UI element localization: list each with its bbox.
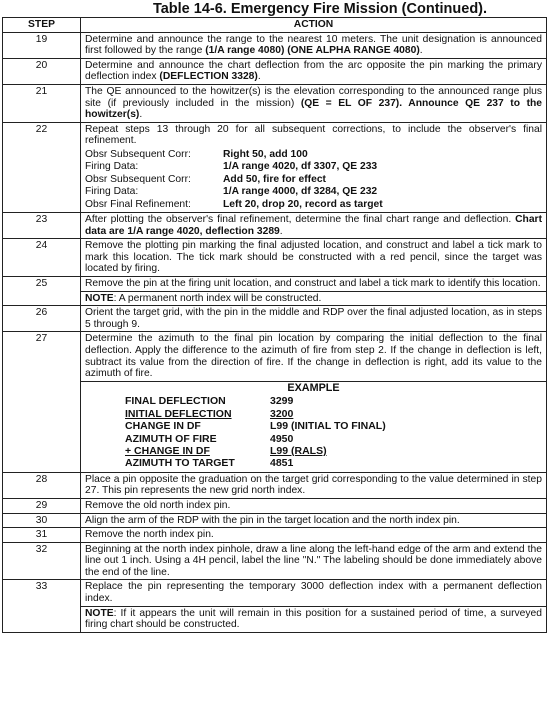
table-row	[3, 84, 547, 122]
firing-data-label: Firing Data:	[85, 186, 139, 198]
example-value: 4851	[270, 457, 294, 470]
note-text: : A permanent north index will be constructed.	[113, 292, 322, 304]
table-row	[3, 239, 547, 277]
example-value: L99 (RALS)	[270, 444, 327, 457]
header-step: STEP	[3, 18, 81, 33]
step-number: 29	[3, 498, 81, 513]
action-text: .	[257, 71, 261, 83]
step-number: 27	[3, 332, 81, 472]
step-number: 28	[3, 472, 81, 498]
step-number: 22	[3, 122, 81, 212]
example-value: 3299	[270, 395, 294, 408]
step-number: 25	[3, 276, 81, 305]
example-label: FINAL DEFLECTION	[125, 395, 226, 408]
firing-data-label: Firing Data:	[85, 161, 139, 173]
example-label: AZIMUTH OF FIRE	[125, 432, 217, 445]
table-row	[3, 542, 547, 580]
step-action	[81, 32, 547, 58]
step-action	[81, 212, 547, 238]
procedure-table	[2, 17, 547, 633]
table-row	[3, 306, 547, 332]
step-number: 32	[3, 542, 81, 580]
step-number: 26	[3, 306, 81, 332]
action-text: After plotting the observer's final refinement, determine the final chart range and deflection.	[85, 213, 516, 225]
example-label: AZIMUTH TO TARGET	[125, 457, 235, 470]
table-row	[3, 276, 547, 291]
firing-data-value: Add 50, fire for effect	[223, 173, 326, 185]
step-action: Beginning at the north index pinhole, draw a line along the left-hand edge of the arm and extend the line out 1 inch. Using a 4H pencil, label the line "N." The labeling should be done immediately above the end of the line.	[81, 542, 547, 580]
example-value: L99 (INITIAL TO FINAL)	[270, 420, 386, 433]
step-action: Remove the old north index pin.	[81, 498, 547, 513]
note-label: NOTE	[85, 292, 114, 304]
example-row	[125, 421, 386, 433]
action-text: The QE announced to the howitzer(s) is the elevation corresponding to the announced range plus site (if previously included in the mission)	[85, 85, 542, 109]
step-number: 20	[3, 58, 81, 84]
example-label: + CHANGE IN DF	[125, 444, 210, 457]
table-row	[3, 58, 547, 84]
step-action: Place a pin opposite the graduation on the target grid corresponding to the value determined in step 27. This pin represents the new grid north index.	[81, 472, 547, 498]
action-bold-text: Chart data are 1/A range 4020, deflection 3289	[85, 213, 542, 237]
firing-data-row	[85, 186, 383, 198]
table-row	[3, 513, 547, 528]
firing-data-label: Obsr Final Refinement:	[85, 198, 191, 210]
action-bold-text: (QE = EL OF 237). Announce QE 237 to the howitzer(s)	[85, 97, 543, 121]
step-action: Replace the pin representing the temporary 3000 deflection index with a permanent deflection index.	[81, 580, 547, 606]
step-number: 21	[3, 84, 81, 122]
action-text: Repeat steps 13 through 20 for all subsequent corrections, to include the observer's final refinement.	[85, 123, 542, 147]
table-row	[3, 472, 547, 498]
step-number: 23	[3, 212, 81, 238]
step-action: Remove the plotting pin marking the final adjusted location, and construct and label a tick mark to mark this location. The tick mark should be constructed with a red pencil, since the target was located by firing.	[81, 239, 547, 277]
firing-data-value: 1/A range 4020, df 3307, QE 233	[223, 161, 378, 173]
table-row	[3, 332, 547, 381]
action-text: Determine and announce the range to the nearest 10 meters. The unit designation is announced first followed by the range	[85, 33, 542, 57]
step-note	[81, 606, 547, 632]
step-action: Determine the azimuth to the final pin location by comparing the initial deflection to the final deflection. Apply the difference to the azimuth of fire from step 2. If the change in deflection is left, subtract its value from the direction of fire. If the change in deflection is right, add its value to the azimuth of fire.	[81, 332, 547, 381]
example-list	[125, 396, 386, 470]
step-action: Orient the target grid, with the pin in the middle and RDP over the final adjusted location, as in steps 5 through 9.	[81, 306, 547, 332]
table-title: Table 14-6. Emergency Fire Mission (Continued).	[152, 1, 488, 17]
note-text: : If it appears the unit will remain in this position for a sustained period of time, a surveyed firing chart should be constructed.	[85, 607, 542, 631]
step-note	[81, 291, 547, 306]
step-number: 33	[3, 580, 81, 632]
action-bold-text: (1/A range 4080) (ONE ALPHA RANGE 4080)	[205, 45, 420, 57]
example-label: CHANGE IN DF	[125, 420, 201, 433]
table-row	[3, 122, 547, 212]
table-row	[3, 291, 547, 306]
step-number: 31	[3, 528, 81, 543]
example-label: INITIAL DEFLECTION	[125, 407, 232, 420]
firing-data-row	[85, 174, 383, 186]
table-row	[3, 212, 547, 238]
example-row	[125, 458, 386, 470]
step-number: 30	[3, 513, 81, 528]
example-value: 3200	[270, 407, 294, 420]
firing-data-label: Obsr Subsequent Corr:	[85, 173, 191, 185]
action-bold-text: (DEFLECTION 3328)	[159, 71, 258, 83]
step-action: Align the arm of the RDP with the pin in the target location and the north index pin.	[81, 513, 547, 528]
step-action: Remove the north index pin.	[81, 528, 547, 543]
firing-data-row	[85, 161, 383, 173]
firing-data-label: Obsr Subsequent Corr:	[85, 148, 191, 160]
step-number: 24	[3, 239, 81, 277]
step-number: 19	[3, 32, 81, 58]
example-block	[81, 381, 547, 472]
action-text: Determine and announce the chart deflection from the arc opposite the pin marking the primary deflection index	[85, 59, 542, 83]
step-action	[81, 122, 547, 212]
firing-data-row	[85, 149, 383, 161]
header-action: ACTION	[81, 18, 547, 33]
table-row	[3, 381, 547, 472]
table-row	[3, 606, 547, 632]
example-row	[125, 396, 386, 408]
example-value: 4950	[270, 432, 294, 445]
table-row	[3, 528, 547, 543]
example-title: EXAMPLE	[287, 381, 340, 394]
firing-data-value: 1/A range 4000, df 3284, QE 232	[223, 186, 378, 198]
firing-data-list	[85, 149, 383, 211]
table-row	[3, 32, 547, 58]
note-label: NOTE	[85, 607, 114, 619]
firing-data-value: Right 50, add 100	[223, 148, 308, 160]
firing-data-value: Left 20, drop 20, record as target	[223, 198, 383, 210]
step-action	[81, 84, 547, 122]
step-action: Remove the pin at the firing unit location, and construct and label a tick mark to identify this location.	[81, 276, 547, 291]
table-row	[3, 580, 547, 606]
action-text: .	[279, 225, 283, 237]
table-row	[3, 498, 547, 513]
action-text: .	[139, 109, 143, 121]
step-action	[81, 58, 547, 84]
firing-data-row	[85, 199, 383, 211]
table-header-row	[3, 18, 547, 33]
action-text: .	[419, 45, 423, 57]
